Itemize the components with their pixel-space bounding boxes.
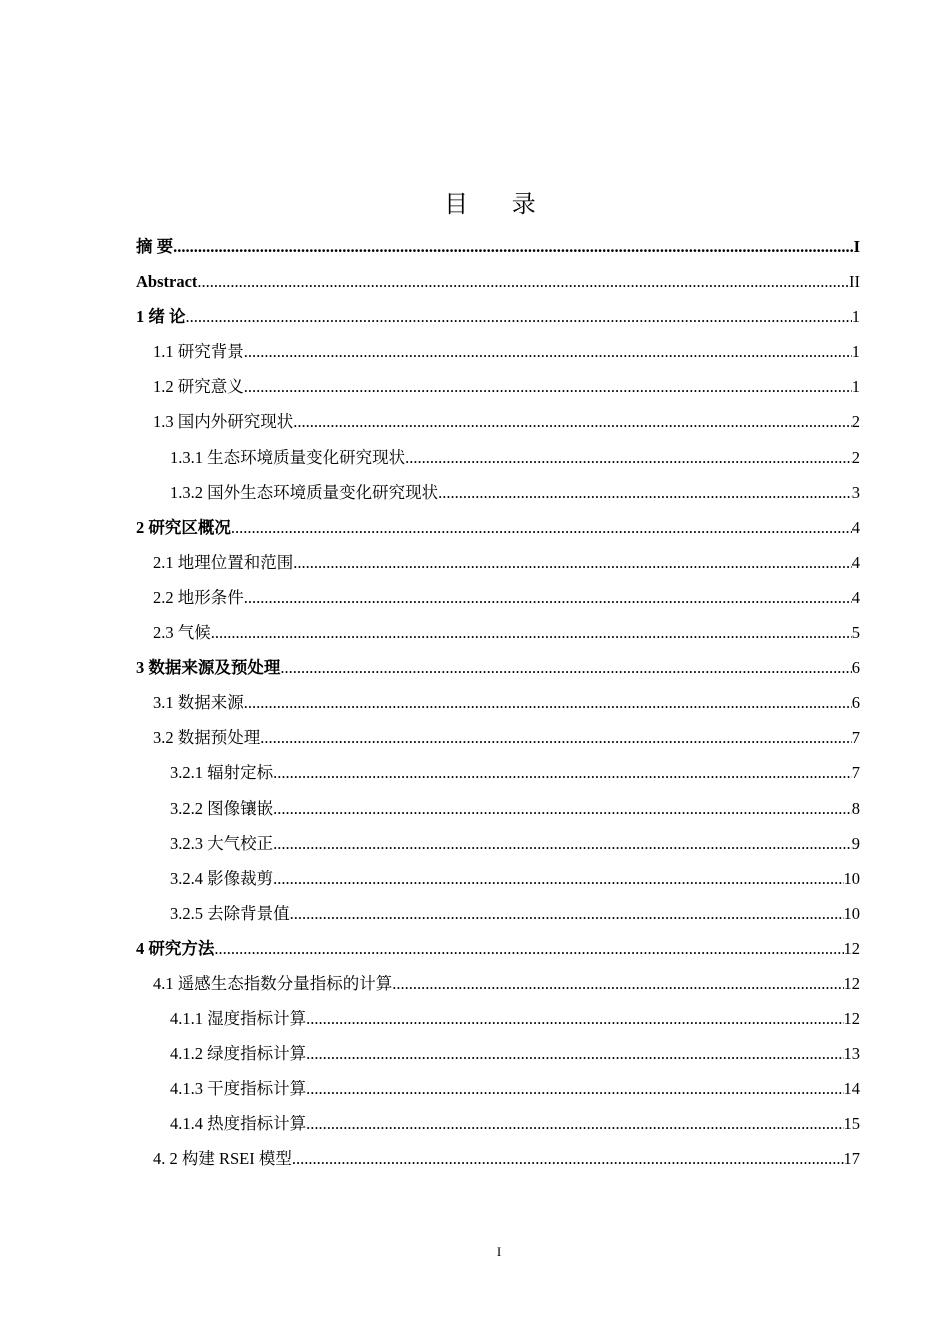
toc-leader-dots xyxy=(273,826,852,861)
toc-entry-page: 9 xyxy=(851,833,860,853)
toc-entry-label: 4. 2 构建 RSEI 模型 xyxy=(153,1149,292,1169)
toc-leader-dots xyxy=(231,510,852,545)
toc-list xyxy=(136,229,860,1177)
toc-leader-dots xyxy=(211,615,852,650)
toc-leader-dots xyxy=(244,685,852,720)
toc-entry-label: 4.1.1 湿度指标计算 xyxy=(170,1009,307,1029)
toc-entry-label: 4.1.3 干度指标计算 xyxy=(170,1079,307,1099)
toc-entry-page: 10 xyxy=(843,903,860,923)
toc-entry-page: 15 xyxy=(843,1114,860,1134)
toc-leader-dots xyxy=(244,369,852,404)
toc-entry-page: II xyxy=(849,272,860,292)
toc-entry[interactable] xyxy=(136,685,860,720)
toc-entry-label: 3 数据来源及预处理 xyxy=(136,658,281,678)
toc-entry-label: 3.2.1 辐射定标 xyxy=(170,763,274,783)
toc-entry[interactable] xyxy=(136,861,860,896)
toc-leader-dots xyxy=(306,1001,843,1036)
toc-entry-page: 2 xyxy=(851,412,860,432)
toc-entry-label: 1.3.1 生态环境质量变化研究现状 xyxy=(170,447,406,467)
toc-title: 目 录 xyxy=(444,190,554,218)
toc-entry-label: 3.2.5 去除背景值 xyxy=(170,903,290,923)
toc-entry-label: 1.2 研究意义 xyxy=(153,377,244,397)
toc-entry[interactable] xyxy=(136,1141,860,1176)
toc-entry-page: 12 xyxy=(843,973,860,993)
toc-entry-label: 4 研究方法 xyxy=(136,938,215,958)
toc-entry[interactable] xyxy=(136,264,860,299)
toc-entry-page: 7 xyxy=(851,728,860,748)
toc-entry-label: 1.3.2 国外生态环境质量变化研究现状 xyxy=(170,482,439,502)
toc-leader-dots xyxy=(438,475,852,510)
toc-entry[interactable] xyxy=(136,755,860,790)
toc-entry-label: 4.1.2 绿度指标计算 xyxy=(170,1044,307,1064)
toc-entry-label: 4.1.4 热度指标计算 xyxy=(170,1114,307,1134)
toc-entry-page: 2 xyxy=(851,447,860,467)
toc-leader-dots xyxy=(244,334,852,369)
toc-entry-label: 3.2.4 影像裁剪 xyxy=(170,868,274,888)
toc-entry[interactable] xyxy=(136,580,860,615)
toc-leader-dots xyxy=(306,1071,843,1106)
toc-leader-dots xyxy=(173,229,853,264)
toc-leader-dots xyxy=(186,299,852,334)
toc-entry[interactable] xyxy=(136,299,860,334)
toc-entry-page: 4 xyxy=(851,552,860,572)
toc-entry[interactable] xyxy=(136,650,860,685)
toc-entry-label: 3.2 数据预处理 xyxy=(153,728,261,748)
toc-leader-dots xyxy=(292,1141,844,1176)
toc-entry[interactable] xyxy=(136,615,860,650)
toc-leader-dots xyxy=(306,1106,843,1141)
toc-leader-dots xyxy=(260,720,852,755)
toc-leader-dots xyxy=(306,1036,843,1071)
toc-leader-dots xyxy=(392,966,843,1001)
toc-entry-page: 1 xyxy=(851,307,860,327)
toc-entry-page: 17 xyxy=(843,1149,860,1169)
toc-entry-page: 6 xyxy=(851,658,860,678)
toc-entry[interactable] xyxy=(136,720,860,755)
toc-entry-label: Abstract xyxy=(136,272,198,292)
toc-entry[interactable] xyxy=(136,229,860,264)
toc-entry-label: 1.3 国内外研究现状 xyxy=(153,412,294,432)
toc-entry-page: 14 xyxy=(843,1079,860,1099)
toc-leader-dots xyxy=(273,791,852,826)
toc-entry[interactable] xyxy=(136,1036,860,1071)
toc-leader-dots xyxy=(273,861,843,896)
toc-entry-page: 1 xyxy=(851,377,860,397)
toc-entry-label: 3.1 数据来源 xyxy=(153,693,244,713)
toc-entry-page: 8 xyxy=(851,798,860,818)
toc-entry[interactable] xyxy=(136,510,860,545)
toc-entry[interactable] xyxy=(136,404,860,439)
toc-entry[interactable] xyxy=(136,1071,860,1106)
toc-entry-page: 10 xyxy=(843,868,860,888)
toc-entry-label: 摘 要 xyxy=(136,237,174,256)
toc-entry-page: 12 xyxy=(843,1009,860,1029)
toc-entry-label: 1.1 研究背景 xyxy=(153,342,244,362)
toc-leader-dots xyxy=(273,755,852,790)
toc-entry[interactable] xyxy=(136,545,860,580)
toc-entry-page: 4 xyxy=(851,587,860,607)
toc-entry-label: 2 研究区概况 xyxy=(136,517,231,537)
toc-entry-label: 4.1 遥感生态指数分量指标的计算 xyxy=(153,973,393,993)
toc-entry-page: 13 xyxy=(843,1044,860,1064)
toc-leader-dots xyxy=(405,440,852,475)
toc-entry[interactable] xyxy=(136,334,860,369)
toc-entry-page: I xyxy=(853,237,860,256)
toc-entry[interactable] xyxy=(136,966,860,1001)
toc-entry[interactable] xyxy=(136,931,860,966)
toc-entry-label: 3.2.2 图像镶嵌 xyxy=(170,798,274,818)
toc-leader-dots xyxy=(197,264,849,299)
toc-leader-dots xyxy=(290,896,844,931)
toc-entry[interactable] xyxy=(136,791,860,826)
toc-leader-dots xyxy=(244,580,852,615)
toc-entry[interactable] xyxy=(136,826,860,861)
toc-entry[interactable] xyxy=(136,440,860,475)
toc-entry[interactable] xyxy=(136,369,860,404)
toc-entry-label: 1 绪 论 xyxy=(136,307,186,327)
toc-entry[interactable] xyxy=(136,1106,860,1141)
toc-entry[interactable] xyxy=(136,1001,860,1036)
toc-leader-dots xyxy=(293,545,852,580)
page-number: I xyxy=(496,1244,502,1259)
toc-leader-dots xyxy=(293,404,852,439)
toc-entry-page: 7 xyxy=(851,763,860,783)
toc-leader-dots xyxy=(214,931,843,966)
toc-entry-label: 3.2.3 大气校正 xyxy=(170,833,274,853)
toc-entry-label: 2.2 地形条件 xyxy=(153,587,244,607)
toc-entry-page: 12 xyxy=(843,938,860,958)
toc-entry-page: 5 xyxy=(851,623,860,643)
toc-entry-page: 4 xyxy=(851,517,860,537)
toc-entry[interactable] xyxy=(136,896,860,931)
toc-leader-dots xyxy=(280,650,851,685)
toc-entry-page: 1 xyxy=(851,342,860,362)
toc-entry-label: 2.3 气候 xyxy=(153,623,211,643)
toc-entry-label: 2.1 地理位置和范围 xyxy=(153,552,294,572)
toc-entry-page: 6 xyxy=(851,693,860,713)
toc-entry[interactable] xyxy=(136,475,860,510)
toc-entry-page: 3 xyxy=(851,482,860,502)
